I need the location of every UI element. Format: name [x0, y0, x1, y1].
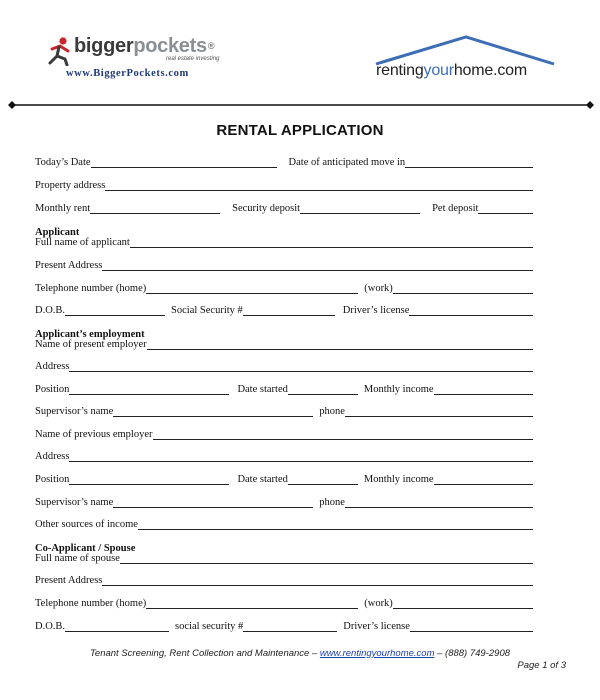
field-position[interactable] — [69, 384, 229, 395]
row-spouse-name — [35, 553, 533, 565]
row-deposits — [35, 203, 533, 215]
label-spouse-address: Present Address — [35, 575, 103, 586]
label-position-2: Position — [35, 474, 70, 485]
label-monthly-income-2: Monthly income — [363, 474, 434, 485]
field-todays-date[interactable] — [91, 157, 277, 168]
label-spouse-license: Driver’s license — [343, 621, 410, 632]
field-previous-address[interactable] — [69, 451, 533, 462]
row-previous-employer — [35, 429, 533, 441]
field-move-in[interactable] — [405, 157, 533, 168]
field-security-deposit[interactable] — [300, 203, 420, 214]
label-supervisor-phone: phone — [319, 406, 345, 417]
field-applicant-ssn[interactable] — [243, 305, 335, 316]
label-move-in: Date of anticipated move in — [288, 157, 406, 168]
footer-contact: Tenant Screening, Rent Collection and Maintenance – www.rentingyourhome.com – (888) 749-2908 — [89, 648, 511, 659]
field-spouse-phone-work[interactable] — [393, 598, 533, 609]
footer-website-link[interactable]: www.rentingyourhome.com — [319, 648, 435, 659]
field-date-started-2[interactable] — [288, 474, 358, 485]
field-spouse-ssn[interactable] — [243, 621, 337, 632]
field-applicant-phone-home[interactable] — [146, 283, 358, 294]
field-monthly-income-2[interactable] — [434, 474, 533, 485]
label-supervisor-phone-2: phone — [319, 497, 345, 508]
biggerpockets-url: www.BiggerPockets.com — [66, 68, 189, 79]
field-supervisor-2[interactable] — [113, 497, 313, 508]
row-applicant-name — [35, 237, 533, 249]
biggerpockets-logo — [44, 34, 224, 82]
section-coapplicant-heading: Co-Applicant / Spouse — [35, 543, 136, 554]
label-monthly-rent: Monthly rent — [35, 203, 91, 214]
row-spouse-phone — [35, 598, 533, 610]
field-monthly-income[interactable] — [434, 384, 533, 395]
page-title: RENTAL APPLICATION — [216, 122, 384, 139]
field-spouse-phone-home[interactable] — [146, 598, 358, 609]
field-spouse-name[interactable] — [120, 553, 533, 564]
row-other-income — [35, 519, 533, 531]
label-position: Position — [35, 384, 70, 395]
field-spouse-address[interactable] — [102, 575, 533, 586]
section-employment-heading: Applicant’s employment — [35, 329, 145, 340]
label-spouse-ssn: social security # — [175, 621, 244, 632]
field-employer-address[interactable] — [69, 361, 533, 372]
field-monthly-rent[interactable] — [90, 203, 220, 214]
row-present-employer — [35, 339, 533, 351]
label-applicant-ssn: Social Security # — [171, 305, 243, 316]
runner-icon — [46, 36, 74, 66]
field-supervisor-phone-2[interactable] — [345, 497, 533, 508]
field-spouse-license[interactable] — [410, 621, 533, 632]
rentingyourhome-logo — [372, 34, 558, 84]
row-position — [35, 384, 533, 396]
label-spouse-phone-work: (work) — [364, 598, 393, 609]
field-property-address[interactable] — [105, 180, 533, 191]
label-spouse-name: Full name of spouse — [35, 553, 120, 564]
field-previous-employer[interactable] — [153, 429, 533, 440]
label-monthly-income: Monthly income — [363, 384, 434, 395]
field-present-employer[interactable] — [147, 339, 533, 350]
label-other-income: Other sources of income — [35, 519, 138, 530]
label-todays-date: Today’s Date — [35, 157, 91, 168]
label-employer-address: Address — [35, 361, 70, 372]
row-spouse-address — [35, 575, 533, 587]
header-divider — [8, 100, 594, 110]
row-applicant-ids — [35, 305, 533, 317]
field-applicant-phone-work[interactable] — [393, 283, 533, 294]
row-applicant-phone — [35, 283, 533, 295]
row-employer-address — [35, 361, 533, 373]
label-previous-employer: Name of previous employer — [35, 429, 153, 440]
rentingyourhome-wordmark: rentingyourhome.com — [376, 62, 527, 79]
label-applicant-license: Driver’s license — [342, 305, 410, 316]
label-date-started-2: Date started — [237, 474, 288, 485]
row-supervisor — [35, 406, 533, 418]
field-supervisor-phone[interactable] — [345, 406, 533, 417]
field-other-income[interactable] — [138, 519, 533, 530]
label-date-started: Date started — [237, 384, 288, 395]
row-spouse-ids — [35, 621, 533, 633]
label-applicant-dob: D.O.B. — [35, 305, 66, 316]
label-pet-deposit: Pet deposit — [432, 203, 479, 214]
row-previous-address — [35, 451, 533, 463]
label-spouse-phone-home: Telephone number (home) — [35, 598, 147, 609]
label-applicant-phone-home: Telephone number (home) — [35, 283, 147, 294]
row-dates — [35, 157, 533, 169]
label-applicant-address: Present Address — [35, 260, 103, 271]
label-applicant-name: Full name of applicant — [35, 237, 130, 248]
page-number: Page 1 of 3 — [517, 660, 566, 671]
label-present-employer: Name of present employer — [35, 339, 147, 350]
biggerpockets-tagline: real estate investing — [166, 56, 220, 62]
label-applicant-phone-work: (work) — [364, 283, 393, 294]
field-supervisor[interactable] — [113, 406, 313, 417]
label-previous-address: Address — [35, 451, 70, 462]
field-date-started[interactable] — [288, 384, 358, 395]
row-property-address — [35, 180, 533, 192]
label-supervisor: Supervisor’s name — [35, 406, 114, 417]
field-spouse-dob[interactable] — [65, 621, 169, 632]
label-security-deposit: Security deposit — [232, 203, 301, 214]
label-property-address: Property address — [35, 180, 106, 191]
label-supervisor-2: Supervisor’s name — [35, 497, 114, 508]
field-position-2[interactable] — [69, 474, 229, 485]
row-supervisor-2 — [35, 497, 533, 509]
field-applicant-name[interactable] — [130, 237, 533, 248]
field-pet-deposit[interactable] — [478, 203, 533, 214]
biggerpockets-wordmark: biggerpockets® — [74, 35, 215, 57]
field-applicant-dob[interactable] — [65, 305, 165, 316]
label-spouse-dob: D.O.B. — [35, 621, 66, 632]
field-applicant-address[interactable] — [102, 260, 533, 271]
section-applicant-heading: Applicant — [35, 227, 80, 238]
row-position-2 — [35, 474, 533, 486]
field-applicant-license[interactable] — [409, 305, 533, 316]
row-applicant-address — [35, 260, 533, 272]
